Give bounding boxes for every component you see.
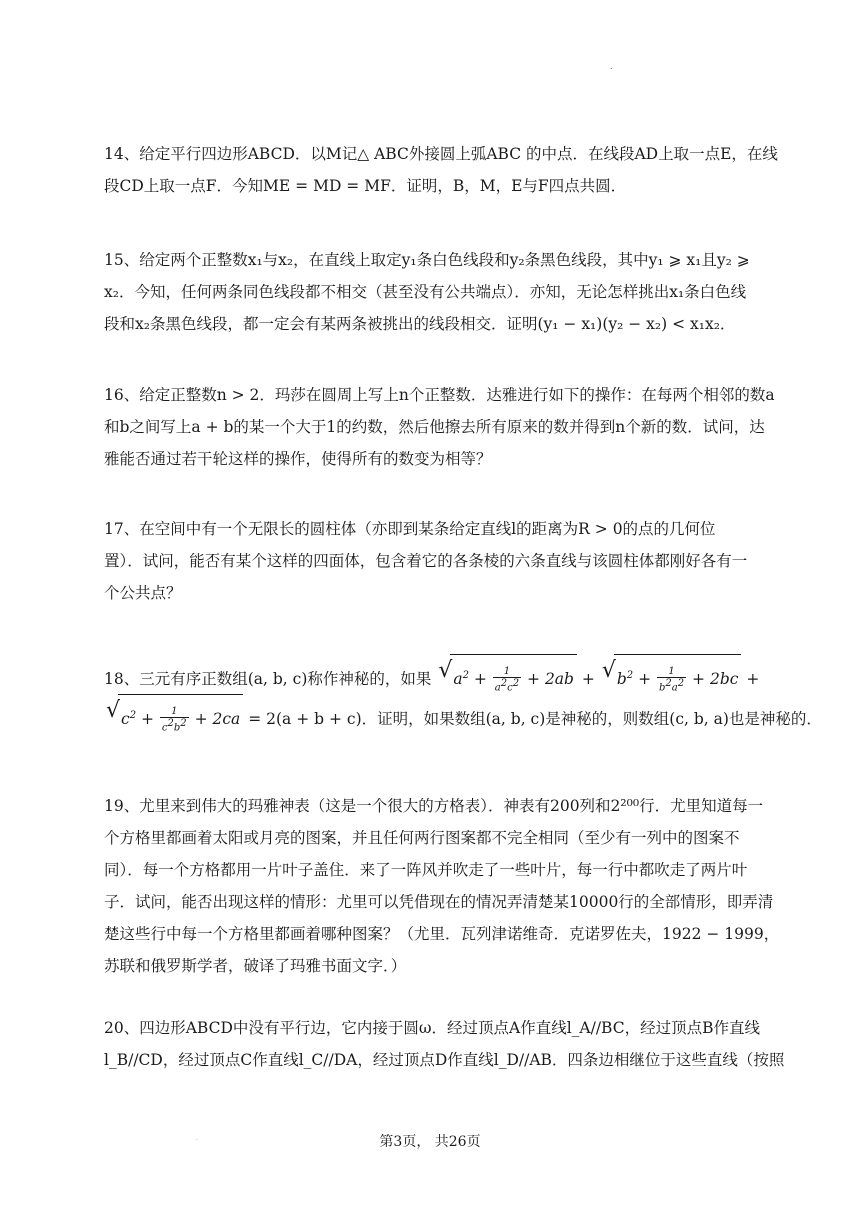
problem-19-line-6: 苏联和俄罗斯学者，破译了玛雅书面文字．） — [104, 957, 407, 975]
problem-19-line-1: 19、尤里来到伟大的玛雅神表（这是一个很大的方格表）．神表有200列和2²⁰⁰行．尤里知道每一 — [104, 797, 764, 815]
problem-15-line-2: x₂．今知，任何两条同色线段都不相交（甚至没有公共端点）．亦知，无论怎样挑出x₁条白色线 — [104, 283, 747, 301]
problem-18-line-2 — [104, 694, 822, 734]
problem-19-line-5: 楚这些行中每一个方格里都画着哪种图案？（尤里．瓦列津诺维奇．克诺罗佐夫，1922 − 1999， — [104, 925, 780, 943]
problem-14-line-1: 14、给定平行四边形ABCD．以M记△ ABC外接圆上弧ABC 的中点．在线段AD上取一点E，在线 — [104, 145, 778, 163]
page-number: 第3页， 共26页 — [379, 1134, 481, 1150]
problem-18-sqrt-1: √ $a^2$ + $\frac{1}{a^2c^2}$ + 2ab — [448, 670, 582, 688]
problem-20 — [104, 1012, 785, 1076]
problem-18 — [104, 654, 822, 734]
header-mark: . — [610, 62, 613, 71]
problem-18-plus-2: + — [746, 670, 760, 689]
problem-15 — [104, 244, 764, 340]
footer-mark: . — [196, 1135, 198, 1142]
problem-18-plus-1: + — [581, 670, 600, 689]
problem-16-line-2: 和b之间写上a + b的某一个大于1的约数，然后他擦去所有原来的数并得到n个新的数．试问，达 — [104, 418, 765, 436]
problem-15-line-3: 段和x₂条黑色线段，都一定会有某两条被挑出的线段相交．证明(y₁ − x₁)(y₂ − x₂) < x₁x₂． — [104, 315, 736, 333]
problem-18-suffix: = 2(a + b + c)．证明，如果数组(a, b, c)是神秘的，则数组(c, b, a)也是神秘的． — [248, 710, 822, 729]
problem-14-line-2: 段CD上取一点F．今知ME = MD = MF．证明，B，M，E与F四点共圆． — [104, 177, 627, 195]
problem-20-line-2: l_B//CD，经过顶点C作直线l_C//DA，经过顶点D作直线l_D//AB．四条边相继位于这些直线（按照 — [104, 1051, 785, 1069]
problem-17 — [104, 513, 764, 609]
problem-18-sqrt-3: √ $c^2$ + $\frac{1}{c^2b^2}$ + 2ca — [116, 710, 248, 728]
problem-19-line-3: 同）．每一个方格都用一片叶子盖住．来了一阵风并吹走了一些叶片，每一行中都吹走了两片叶 — [104, 861, 748, 879]
problem-16-line-1: 16、给定正整数n > 2．玛莎在圆周上写上n个正整数．达雅进行如下的操作：在每两个相邻的数a — [104, 386, 775, 404]
problem-17-line-1: 17、在空间中有一个无限长的圆柱体（亦即到某条给定直线l的距离为R > 0的点的几何位 — [104, 520, 716, 538]
problem-16-line-3: 雅能否通过若干轮这样的操作，使得所有的数变为相等？ — [104, 450, 492, 468]
problem-15-line-1: 15、给定两个正整数x₁与x₂，在直线上取定y₁条白色线段和y₂条黑色线段，其中y₁ ⩾ x₁且y₂ ⩾ — [104, 251, 750, 269]
problem-19-line-4: 子．试问，能否出现这样的情形：尤里可以凭借现在的情况弄清楚某10000行的全部情形，即弄清 — [104, 893, 774, 911]
problem-20-line-1: 20、四边形ABCD中没有平行边，它内接于圆ω．经过顶点A作直线l_A//BC，经过顶点B作直线 — [104, 1019, 760, 1037]
problem-17-line-3: 个公共点？ — [104, 584, 182, 602]
problem-19 — [104, 790, 780, 982]
problem-16 — [104, 379, 775, 475]
problem-17-line-2: 置）．试问，能否有某个这样的四面体，包含着它的各条棱的六条直线与该圆柱体都刚好各有一 — [104, 552, 748, 570]
problem-18-sqrt-2: √ $b^2$ + $\frac{1}{b^2a^2}$ + 2bc — [612, 670, 747, 688]
problem-18-line-1 — [104, 654, 784, 694]
problem-19-line-2: 个方格里都画着太阳或月亮的图案，并且任何两行图案都不完全相同（至少有一列中的图案不 — [104, 829, 740, 847]
problem-18-prefix: 18、三元有序正数组(a, b, c)称作神秘的，如果 — [104, 670, 432, 689]
problem-14 — [104, 138, 778, 202]
